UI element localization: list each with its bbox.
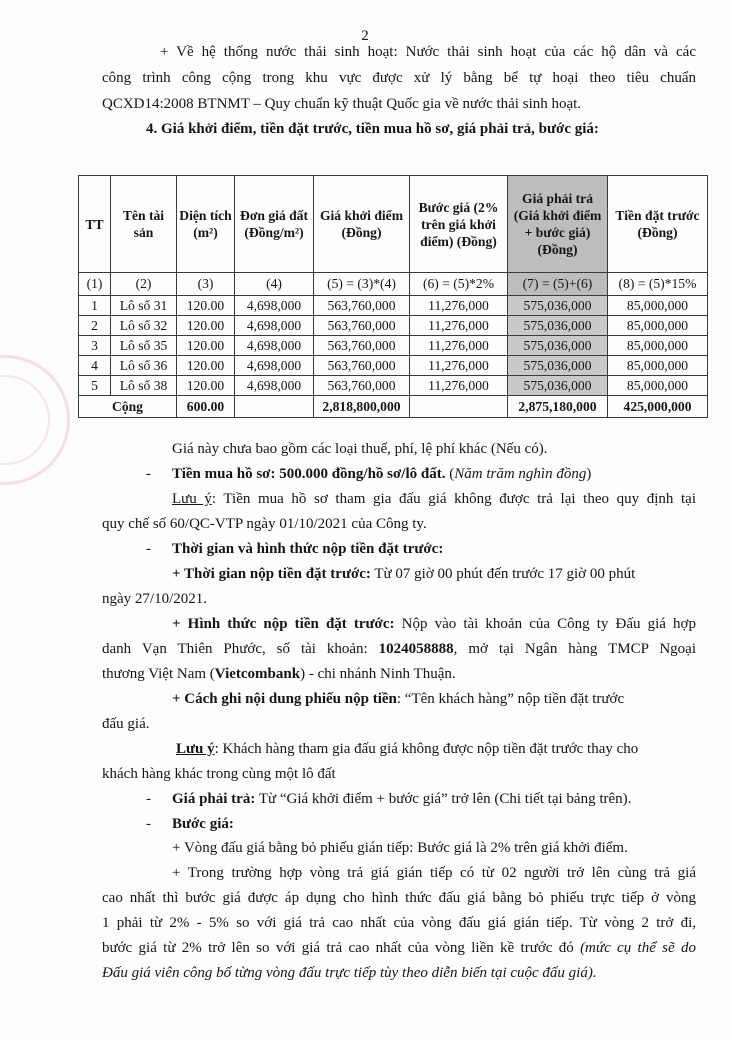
bid-step-line-6: [102, 963, 696, 983]
bid-step-heading-line: [146, 814, 696, 834]
header-area: Diện tích (m²): [177, 176, 235, 273]
table-row: [79, 356, 708, 376]
total-area: 600.00: [177, 396, 235, 418]
cell-area: 120.00: [177, 356, 235, 376]
cell-start-price: 563,760,000: [314, 296, 410, 316]
table-total-row: [79, 396, 708, 418]
deposit-content-label: + Cách ghi nội dung phiếu nộp tiền: [172, 691, 397, 707]
cell-asset-name: Lô số 38: [111, 376, 177, 396]
deposit-heading-line: [146, 539, 696, 559]
cell-start-price: 563,760,000: [314, 376, 410, 396]
total-unit-price-empty: [235, 396, 314, 418]
deposit-heading: Thời gian và hình thức nộp tiền đặt trước:: [172, 541, 444, 557]
total-bid-step-empty: [410, 396, 508, 418]
deposit-time-date: ngày 27/10/2021.: [102, 591, 207, 607]
bid-step-line-2: + Trong trường hợp vòng trả giá gián tiếp có từ 02 người trở lên cùng trả giá: [172, 865, 696, 881]
cell-tt: 5: [79, 376, 111, 396]
cell-bid-step: 11,276,000: [410, 356, 508, 376]
cell-pay-price: 575,036,000: [508, 376, 608, 396]
cell-unit-price: 4,698,000: [235, 336, 314, 356]
deposit-content-text: : “Tên khách hàng” nộp tiền đặt trước: [396, 691, 625, 707]
bullet-dash: -: [146, 816, 151, 832]
bid-step-label: Bước giá:: [172, 816, 234, 832]
cell-tt: 3: [79, 336, 111, 356]
total-deposit: 425,000,000: [608, 396, 708, 418]
pay-price-text: Từ “Giá khởi điểm + bước giá” trở lên (Chi tiết tại bảng trên).: [255, 791, 632, 807]
formula-cell: (8) = (5)*15%: [608, 273, 708, 296]
header-deposit: Tiền đặt trước (Đồng): [608, 176, 708, 273]
page-number: 2: [361, 28, 369, 44]
intro-line-1: + Về hệ thống nước thải sinh hoạt: Nước thải sinh hoạt của các hộ dân và các: [160, 44, 696, 60]
header-pay-price: Giá phải trả (Giá khởi điểm + bước giá) (Đồng): [508, 176, 608, 273]
cell-pay-price: 575,036,000: [508, 296, 608, 316]
formula-cell: (5) = (3)*(4): [314, 273, 410, 296]
table-row: [79, 296, 708, 316]
cell-area: 120.00: [177, 376, 235, 396]
account-number: 1024058888: [378, 641, 454, 657]
table-row: [79, 316, 708, 336]
dossier-fee-line: - Tiền mua hồ sơ: 500.000 đồng/hồ sơ/lô đất. (Năm trăm nghìn đồng): [146, 466, 592, 482]
auction-price-table: [78, 175, 708, 418]
dossier-fee-label: Tiền mua hồ sơ: 500.000 đồng/hồ sơ/lô đất.: [172, 466, 446, 482]
deposit-time-text: Từ 07 giờ 00 phút đến trước 17 giờ 00 phút: [370, 566, 636, 582]
cell-bid-step: 11,276,000: [410, 296, 508, 316]
deposit-method-text: Nộp vào tài khoản của Công ty Đấu giá hợp: [394, 616, 696, 632]
deposit-method-line-3: [102, 664, 696, 684]
deposit-note-line-1: [176, 739, 696, 759]
header-asset-name: Tên tài sản: [111, 176, 177, 273]
bid-step-line-1: + Vòng đấu giá bằng bỏ phiếu gián tiếp: Bước giá là 2% trên giá khởi điểm.: [172, 840, 628, 856]
cell-deposit: 85,000,000: [608, 336, 708, 356]
cell-pay-price: 575,036,000: [508, 336, 608, 356]
total-pay-price: 2,875,180,000: [508, 396, 608, 418]
bid-step-line-3: cao nhất thì bước giá được áp dụng cho hình thức đấu giá bằng bỏ phiếu trực tiếp ở vòng: [102, 890, 696, 906]
deposit-content-line: [172, 689, 696, 709]
cell-asset-name: Lô số 32: [111, 316, 177, 336]
cell-pay-price: 575,036,000: [508, 316, 608, 336]
formula-cell: (2): [111, 273, 177, 296]
cell-bid-step: 11,276,000: [410, 336, 508, 356]
pay-price-label: Giá phải trả:: [172, 791, 256, 807]
deposit-method-line-1: [172, 614, 696, 634]
deposit-note-line-2: khách hàng khác trong cùng một lô đất: [102, 766, 336, 782]
cell-asset-name: Lô số 36: [111, 356, 177, 376]
cell-deposit: 85,000,000: [608, 376, 708, 396]
note-label: Lưu ý: [172, 491, 212, 507]
cell-bid-step: 11,276,000: [410, 376, 508, 396]
formula-cell: (1): [79, 273, 111, 296]
cell-area: 120.00: [177, 316, 235, 336]
cell-asset-name: Lô số 35: [111, 336, 177, 356]
pay-price-line: [146, 789, 696, 809]
cell-tt: 1: [79, 296, 111, 316]
cell-area: 120.00: [177, 296, 235, 316]
formula-cell: (4): [235, 273, 314, 296]
deposit-time-label: + Thời gian nộp tiền đặt trước:: [172, 566, 371, 582]
bank-name: Vietcombank: [214, 666, 301, 682]
deposit-method-text-3a: thương Việt Nam (: [102, 666, 215, 682]
cell-start-price: 563,760,000: [314, 316, 410, 336]
formula-cell: (7) = (5)+(6): [508, 273, 608, 296]
deposit-note-label: Lưu ý: [176, 741, 215, 757]
cell-unit-price: 4,698,000: [235, 376, 314, 396]
note-taxes: Giá này chưa bao gồm các loại thuế, phí, lệ phí khác (Nếu có).: [172, 441, 548, 457]
dossier-note-text: : Tiền mua hồ sơ tham gia đấu giá không được trả lại theo quy định tại: [211, 491, 696, 507]
header-tt: TT: [79, 176, 111, 273]
intro-line-2: công trình công cộng trong khu vực được xử lý bằng bể tự hoại theo tiêu chuẩn: [102, 70, 696, 86]
cell-unit-price: 4,698,000: [235, 356, 314, 376]
bid-step-text-5: bước giá từ 2% trở lên so với giá trả cao nhất của vòng liền kề trước đó: [102, 940, 581, 956]
cell-bid-step: 11,276,000: [410, 316, 508, 336]
cell-asset-name: Lô số 31: [111, 296, 177, 316]
bullet-dash: -: [146, 791, 151, 807]
formula-cell: (6) = (5)*2%: [410, 273, 508, 296]
deposit-content-line-2: đấu giá.: [102, 716, 150, 732]
cell-pay-price: 575,036,000: [508, 356, 608, 376]
cell-tt: 2: [79, 316, 111, 336]
bid-step-line-5: [102, 938, 696, 958]
table-header-row: [79, 176, 708, 273]
header-bid-step: Bước giá (2% trên giá khởi điểm) (Đồng): [410, 176, 508, 273]
bid-step-line-4: 1 phải từ 2% - 5% so với giá trả cao nhất của vòng đấu giá gián tiếp. Từ vòng 2 trở đi,: [102, 915, 696, 931]
cell-area: 120.00: [177, 336, 235, 356]
table-row: [79, 336, 708, 356]
bid-step-italic-5: (mức cụ thể sẽ do: [580, 940, 696, 956]
bullet-dash: -: [146, 541, 151, 557]
total-label: Cộng: [79, 396, 177, 418]
deposit-method-text-2a: danh Vạn Thiên Phước, số tài khoản:: [102, 641, 379, 657]
total-start-price: 2,818,800,000: [314, 396, 410, 418]
cell-unit-price: 4,698,000: [235, 296, 314, 316]
deposit-method-text-2b: , mở tại Ngân hàng TMCP Ngoại: [453, 641, 697, 657]
formula-cell: (3): [177, 273, 235, 296]
cell-deposit: 85,000,000: [608, 316, 708, 336]
deposit-time-line: [172, 564, 696, 584]
deposit-method-text-3b: ) - chi nhánh Ninh Thuận.: [300, 666, 456, 682]
cell-start-price: 563,760,000: [314, 336, 410, 356]
header-start-price: Giá khởi điểm (Đồng): [314, 176, 410, 273]
deposit-method-line-2: [102, 639, 696, 659]
cell-tt: 4: [79, 356, 111, 376]
table-row: [79, 376, 708, 396]
intro-line-3: QCXD14:2008 BTNMT – Quy chuẩn kỹ thuật Quốc gia về nước thải sinh hoạt.: [102, 96, 582, 112]
section-heading: 4. Giá khởi điểm, tiền đặt trước, tiền mua hồ sơ, giá phải trả, bước giá:: [146, 121, 599, 137]
table-formula-row: [79, 273, 708, 296]
bid-step-italic-6: Đấu giá viên công bố từng vòng đấu trực tiếp tùy theo diễn biến tại cuộc đấu giá).: [102, 965, 597, 981]
cell-start-price: 563,760,000: [314, 356, 410, 376]
cell-unit-price: 4,698,000: [235, 316, 314, 336]
dossier-note-line-2: quy chế số 60/QC-VTP ngày 01/10/2021 của Công ty.: [102, 516, 427, 532]
cell-deposit: 85,000,000: [608, 356, 708, 376]
header-unit-price: Đơn giá đất (Đồng/m²): [235, 176, 314, 273]
deposit-note-text: : Khách hàng tham gia đấu giá không được nộp tiền đặt trước thay cho: [214, 741, 639, 757]
dossier-note-line-1: [172, 489, 696, 509]
cell-deposit: 85,000,000: [608, 296, 708, 316]
deposit-method-label: + Hình thức nộp tiền đặt trước:: [172, 616, 395, 632]
dossier-fee-words: Năm trăm nghìn đồng: [454, 466, 587, 482]
bullet-dash: -: [146, 466, 151, 482]
